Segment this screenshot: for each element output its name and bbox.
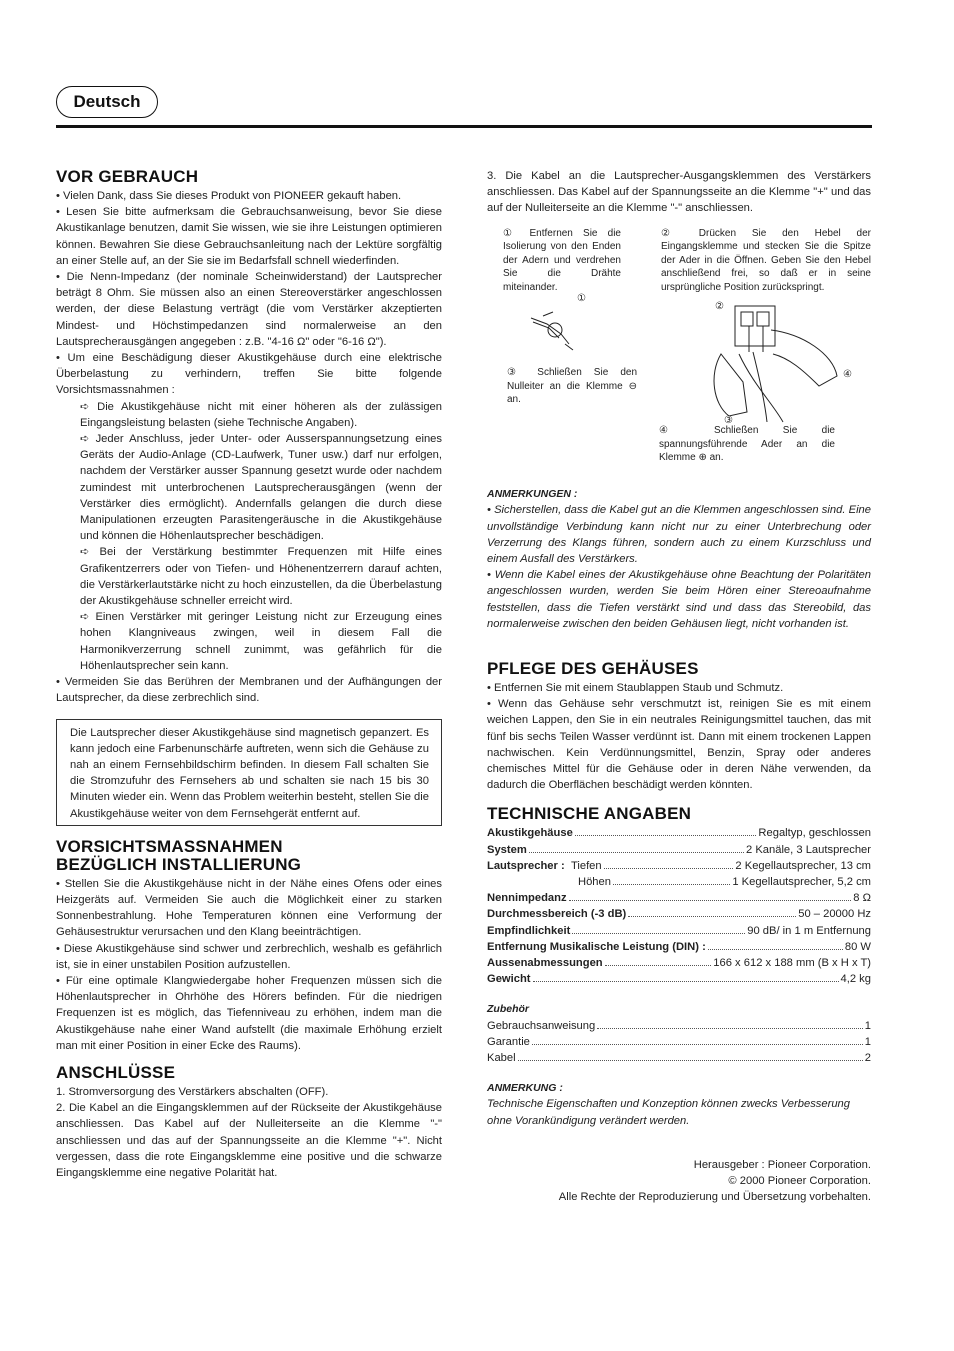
spec-value: 2 Kanäle, 3 Lautsprecher: [745, 843, 871, 856]
sub-item: ➪ Jeder Anschluss, jeder Unter- oder Ausserspannungsetzung eines Geräts der Audio-Anlage (CD-Laufwerk, Tuner usw.) darf nur erfolgen, nachdem der Verstärker ausser Spannung gesetzt wurde oder nachdem zumindest mit unterbrochenen Lautsprecherausgängen (wenn der Verstärker dies ermöglicht). Andernfalls gelangen die durch diese Manipulationen erzeugten Parasitengeräusche in die Akustikgehäuse und können die Höhenlautsprecher beschädigen.: [80, 433, 442, 543]
accessory-name: Garantie: [487, 1035, 530, 1048]
paragraph: • Diese Akustikgehäuse sind schwer und zerbrechlich, weshalb es gefährlich ist, sie in einer unstabilen Position aufzustellen.: [56, 942, 442, 971]
accessories-list: [487, 1018, 871, 1067]
step-1: ① Entfernen Sie die Isolierung von den Enden der Adern und verdrehen Sie die Drähte miteinander.: [503, 227, 621, 293]
sub-item: ➪ Bei der Verstärkung bestimmter Frequenzen mit Hilfe eines Grafikentzerrers oder von Tiefen- und Höhenentzerrern darauf achten, die Verstärkerlautstärke nicht zu hoch einzustellen, da die Überbelastung der Akustikgehäuse schneller erreicht wird.: [80, 546, 442, 608]
paragraph: • Um eine Beschädigung dieser Akustikgehäuse durch eine elektrische Überbelastung zu verhindern, treffen Sie bitte folgende Vorsichtsmassnahmen :: [56, 352, 442, 397]
wire-twist-illustration: [531, 312, 573, 350]
spec-row: [487, 939, 871, 955]
paragraph: • Die Nenn-Impedanz (der nominale Scheinwiderstand) der Lautsprecher beträgt 8 Ohm. Sie müssen also an einen Stereoverstärker angeschlossen werden, der diese Belastung verträgt (die vom Verstärker akzeptierten Mindest- und Höchstimpedanzen sind normalerweise an den Lautsprecherausgängen angegeben : z.B. "4-16 Ω" oder "6-16 Ω").: [56, 271, 442, 348]
section-title-anschluesse: ANSCHLÜSSE: [56, 1062, 176, 1082]
title-line: VORSICHTSMASSNAHMEN: [56, 836, 283, 856]
paragraph: • Vielen Dank, dass Sie dieses Produkt von PIONEER gekauft haben.: [56, 190, 402, 202]
spec-row: [487, 842, 871, 858]
spec-row: [487, 955, 871, 971]
spec-key: Entfernung Musikalische Leistung (DIN) :: [487, 940, 706, 953]
spec-key: System: [487, 843, 527, 856]
spec-row: [487, 858, 871, 874]
marker-1: ①: [577, 293, 586, 305]
spec-row: [487, 825, 871, 841]
spec-value: 1 Kegellautsprecher, 5,2 cm: [732, 875, 871, 888]
note-item: • Sicherstellen, dass die Kabel gut an die Klemmen angeschlossen sind. Eine unvollständige Verbindung kann nicht nur zu einer Unterbrechung oder Verzerrung des Klangs führen, sondern auch zu einem Kurzschluss und einem Ausfall des Verstärkers.: [487, 504, 871, 565]
paragraph: • Stellen Sie die Akustikgehäuse nicht in der Nähe eines Ofens oder eines Heizgeräts auf. Vermeiden Sie auch die Möglichkeit einer zu starken Sonnenbestrahlung. Hohe Temperaturen können eine Verformung der Gehäusestruktur verursachen und den Klang beeinträchtigen.: [56, 877, 442, 939]
title-line: BEZÜGLICH INSTALLIERUNG: [56, 854, 302, 874]
spec-key: Aussenabmessungen: [487, 956, 603, 969]
spec-value: 50 – 20000 Hz: [798, 908, 871, 921]
paragraph: 2. Die Kabel an die Eingangsklemmen auf der Rückseite der Akustikgehäuse anschliessen. Das Kabel auf der Nulleiterseite an die Klemme "-" anschliessen und das auf der Spannungsseite an die Klemme "+". Nicht vergessen, dass die rote Eingangsklemme eine positive und die schwarze Eingangsklemme eine negative Polarität hat.: [56, 1102, 442, 1179]
spec-row: [487, 874, 871, 890]
spec-key: Nennimpedanz: [487, 892, 567, 905]
spec-key: Lautsprecher :: [487, 859, 565, 872]
spec-key: Empfindlichkeit: [487, 924, 571, 937]
paragraph: • Vermeiden Sie das Berühren der Membranen und der Aufhängungen der Lautsprecher, da diese zerbrechlich sind.: [56, 676, 442, 705]
marker-4: ④: [843, 369, 852, 381]
notes-title: ANMERKUNGEN :: [487, 488, 578, 501]
spec-value: 80 W: [844, 940, 871, 953]
language-tag: Deutsch: [56, 86, 158, 118]
paragraph: • Für eine optimale Klangwiedergabe hoher Frequenzen müssen sich die Höhenlautsprecher in Ohrhöhe des Hörers befinden. Für die niedrigen Frequenzen ist es möglich, das Tiefenniveau zu erhöhen, indem man die Akustikgehäuse nahe einer Wand aufstellt (die maximale Erhöhung erzielt man mit einer Position in einer Ecke des Raums).: [56, 974, 442, 1052]
paragraph: 3. Die Kabel an die Lautsprecher-Ausgangsklemmen des Verstärkers anschliessen. Das Kabel auf der Spannungsseite an die Klemme "+" und das auf der Nulleiterseite an die Klemme "-" anschliessen.: [487, 170, 871, 215]
spec-key: Gewicht: [487, 973, 531, 986]
paragraph: • Wenn das Gehäuse sehr verschmutzt ist, reinigen Sie es mit einem weichen Lappen, den Sie in ein neutrales Reinigungsmittel tauchen, das mit fünf bis sechs Teilen Wasser verdünnt ist. Dann mit einem trockenen Lappen nachwischen. Kein Verdünnungsmittel, Benzin, Spray oder anderes chemisches Mittel für die Gehäuse oder in deren Nähe verwenden, da dadurch die Oberflächen beschädigt werden könnten.: [487, 698, 871, 792]
paragraph: • Lesen Sie bitte aufmerksam die Gebrauchsanweisung, bevor Sie diese Akustikanlage benutzen, damit Sie wissen, wie sie ihre Leistungen optimieren können. Bewahren Sie diese Gebrauchsanleitung nach der Lektüre sorgfältig an einer Stelle auf, an der Sie sie im Bedarfsfall schnell wiederfinden.: [56, 206, 442, 267]
accessory-name: Gebrauchsanweisung: [487, 1019, 596, 1032]
note-item: • Wenn die Kabel eines der Akustikgehäuse ohne Beachtung der Polaritäten angeschlossen wurden, werden Sie beim Hören einer Stereoaufnahme feststellen, dass die Tiefen verstärkt sind und dass das Stereobild, das normalerweise zwischen den beiden Gehäusen liegt, nicht vorhanden ist.: [487, 569, 871, 630]
note-text: Die Lautsprecher dieser Akustikgehäuse sind magnetisch gepanzert. Es kann jedoch eine Farbenunschärfe auftreten, wenn sich die Gehäuse zu nah an einem Fernsehbildschirm befinden. In diesem Fall schalten Sie die Stromzufuhr des Fernsehers ab und schalten sie nach 15 bis 30 Minuten wieder ein. Wenn das Problem weiterhin besteht, stellen Sie die Akustikgehäuse weiter von dem Fernsehgerät entfernt auf.: [70, 726, 429, 820]
spec-row: [487, 971, 871, 987]
section-title-installation: [56, 838, 442, 874]
spec-subkey: Höhen: [578, 875, 611, 888]
footer-line: © 2000 Pioneer Corporation.: [728, 1175, 871, 1188]
spec-value: 166 x 612 x 188 mm (B x H x T): [713, 956, 871, 969]
paragraph: • Entfernen Sie mit einem Staublappen Staub und Schmutz.: [487, 681, 784, 694]
accessory-qty: 2: [864, 1052, 871, 1064]
spec-row: [487, 923, 871, 939]
footer-line: Herausgeber : Pioneer Corporation.: [693, 1158, 871, 1171]
accessory-row: [487, 1034, 871, 1050]
paragraph: 1. Stromversorgung des Verstärkers abschalten (OFF).: [56, 1085, 329, 1098]
section-title-vor-gebrauch: VOR GEBRAUCH: [56, 167, 199, 186]
accessory-row: [487, 1050, 871, 1066]
spec-value: 4,2 kg: [840, 973, 871, 986]
spec-key: Akustikgehäuse: [487, 827, 573, 840]
footer-line: Alle Rechte der Reproduzierung und Übersetzung vorbehalten.: [558, 1191, 871, 1204]
accessory-qty: 1: [864, 1019, 871, 1032]
step-3: ③ Schließen Sie den Nulleiter an die Klemme ⊖ an.: [507, 367, 637, 406]
sub-item: ➪ Einen Verstärker mit geringer Leistung nicht zur Erzeugung eines hohen Klangniveaus zwingen, weil in diesem Fall die Harmonikverzerrung schnell zunimmt, was gefährlich für die Höhenlautsprecher sein kann.: [80, 611, 442, 672]
marker-2: ②: [715, 301, 724, 313]
connection-steps: [503, 227, 871, 295]
spec-subkey: Tiefen: [570, 859, 602, 872]
remark-text: Technische Eigenschaften und Konzeption können zwecks Verbesserung ohne Vorankündigung verändert werden.: [487, 1098, 851, 1127]
section-title-pflege: PFLEGE DES GEHÄUSES: [487, 658, 699, 678]
left-column: [56, 168, 442, 1181]
spec-key: Durchmessbereich (-3 dB): [487, 908, 627, 921]
spec-value: 90 dB/ in 1 m Entfernung: [747, 924, 871, 937]
accessory-qty: 1: [864, 1035, 871, 1048]
header-rule: [56, 125, 872, 128]
remark-title: ANMERKUNG :: [487, 1082, 563, 1095]
step-4: ④ Schließen Sie die spannungsführende Ader an die Klemme ⊕ an.: [659, 425, 835, 464]
spec-table: [487, 825, 871, 987]
connection-figure: [503, 294, 871, 480]
step-2: ② Drücken Sie den Hebel der Eingangsklemme und stecken Sie die Spitze der Ader in die Öffnen. Geben Sie den Hebel anschließend frei, so daß er in seine ursprüngliche Position zurückspringt.: [661, 227, 871, 293]
spec-value: 8 Ω: [853, 892, 871, 905]
terminal-illustration: [714, 306, 837, 422]
section-title-tech: TECHNISCHE ANGABEN: [487, 804, 692, 824]
right-column: [487, 168, 871, 1205]
magnetic-shielding-note: [56, 719, 442, 826]
accessory-name: Kabel: [487, 1052, 516, 1064]
accessories-title: Zubehör: [487, 1003, 529, 1016]
spec-row: [487, 890, 871, 906]
publisher-footer: [487, 1157, 871, 1206]
accessory-row: [487, 1018, 871, 1034]
spec-value: 2 Kegellautsprecher, 13 cm: [735, 859, 871, 872]
spec-value: Regaltyp, geschlossen: [758, 827, 871, 840]
marker-3: ③: [724, 415, 733, 427]
spec-row: [487, 906, 871, 922]
sub-item: ➪ Die Akustikgehäuse nicht mit einer höheren als der zulässigen Eingangsleistung belasten (siehe Technische Angaben).: [80, 400, 442, 429]
